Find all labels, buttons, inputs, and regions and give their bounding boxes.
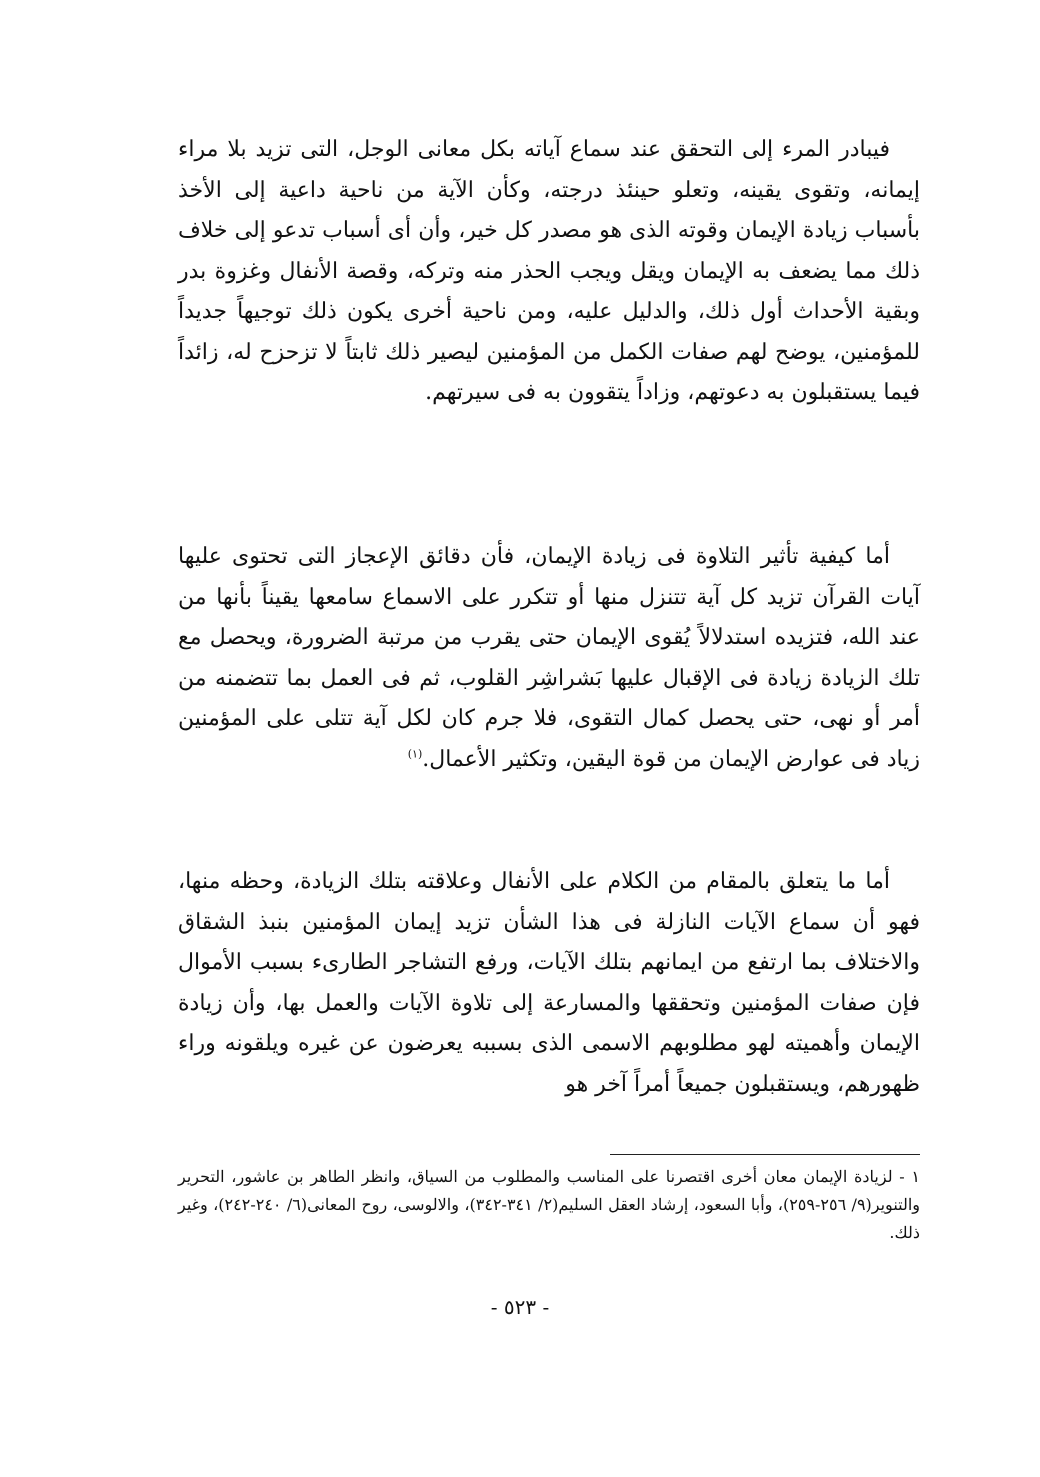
paragraph-2-text: أما كيفية تأثير التلاوة فى زيادة الإيمان، فأن دقائق الإعجاز التى تحتوى عليها آيات القرآن تزيد كل آية تتنزل منها أو تتكرر على الاسماع سامعها يقيناً بأنها من عند الله، فتزيده استدلالاً يُقوى الإيمان حتى يقرب من مرتبة الضرورة، ويحصل مع تلك الزيادة زيادة فى الإقبال عليها بَشراشِر القلوب، ثم فى العمل بما تتضمنه من أمر أو نهى، حتى يحصل كمال التقوى، فلا جرم كان لكل آية تتلى على المؤمنين زياد فى عوارض الإيمان من قوة اليقين، وتكثير الأعمال. [178,544,920,772]
footnote-reference[interactable]: (١) [407,747,423,761]
paragraph-2-block [178,537,920,780]
footnote-divider [610,1154,920,1155]
paragraph-1-block [178,130,920,414]
paragraph-3: أما ما يتعلق بالمقام من الكلام على الأنفال وعلاقته بتلك الزيادة، وحظه منها، فهو أن سماع الآيات النازلة فى هذا الشأن تزيد إيمان المؤمنين بنبذ الشقاق والاختلاف بما ارتفع من ايمانهم بتلك الآيات، ورفع التشاجر الطارىء بسبب الأموال فإن صفات المؤمنين وتحققها والمسارعة إلى تلاوة الآيات والعمل بها، وأن زيادة الإيمان وأهميته لهو مطلوبهم الاسمى الذى بسببه يعرضون عن غيره ويلقونه وراء ظهورهم، ويستقبلون جميعاً أمراً آخر هو [178,869,920,1097]
paragraph-2 [178,537,920,780]
footnotes-section [178,1163,920,1247]
paragraph-3-block [178,862,920,1105]
page-number: - ٥٢٣ - [490,1295,550,1319]
footnote-1: ١ - لزيادة الإيمان معان أخرى اقتصرنا على المناسب والمطلوب من السياق، وانظر الطاهر بن عاشور، التحرير والتنوير(٩/ ٢٥٦-٢٥٩)، وأبا السعود، إرشاد العقل السليم(٢/ ٣٤١-٣٤٢)، والالوسى، روح المعانى(٦/ ٢٤٠-٢٤٢)، وغير ذلك. [178,1167,921,1242]
paragraph-1: فيبادر المرء إلى التحقق عند سماع آياته بكل معانى الوجل، التى تزيد بلا مراء إيمانه، وتقوى يقينه، وتعلو حينئذ درجته، وكأن الآية من ناحية داعية إلى الأخذ بأسباب زيادة الإيمان وقوته الذى هو مصدر كل خير، وأن أى أسباب تدعو إلى خلاف ذلك مما يضعف به الإيمان ويقل ويجب الحذر منه وتركه، وقصة الأنفال وغزوة بدر وبقية الأحداث أول ذلك، والدليل عليه، ومن ناحية أخرى يكون ذلك توجيهاً جديداً للمؤمنين، يوضح لهم صفات الكمل من المؤمنين ليصير ذلك ثابتاً لا تزحزح له، زائداً فيما يستقبلون به دعوتهم، وزاداً يتقوون به فى سيرتهم. [178,137,920,405]
